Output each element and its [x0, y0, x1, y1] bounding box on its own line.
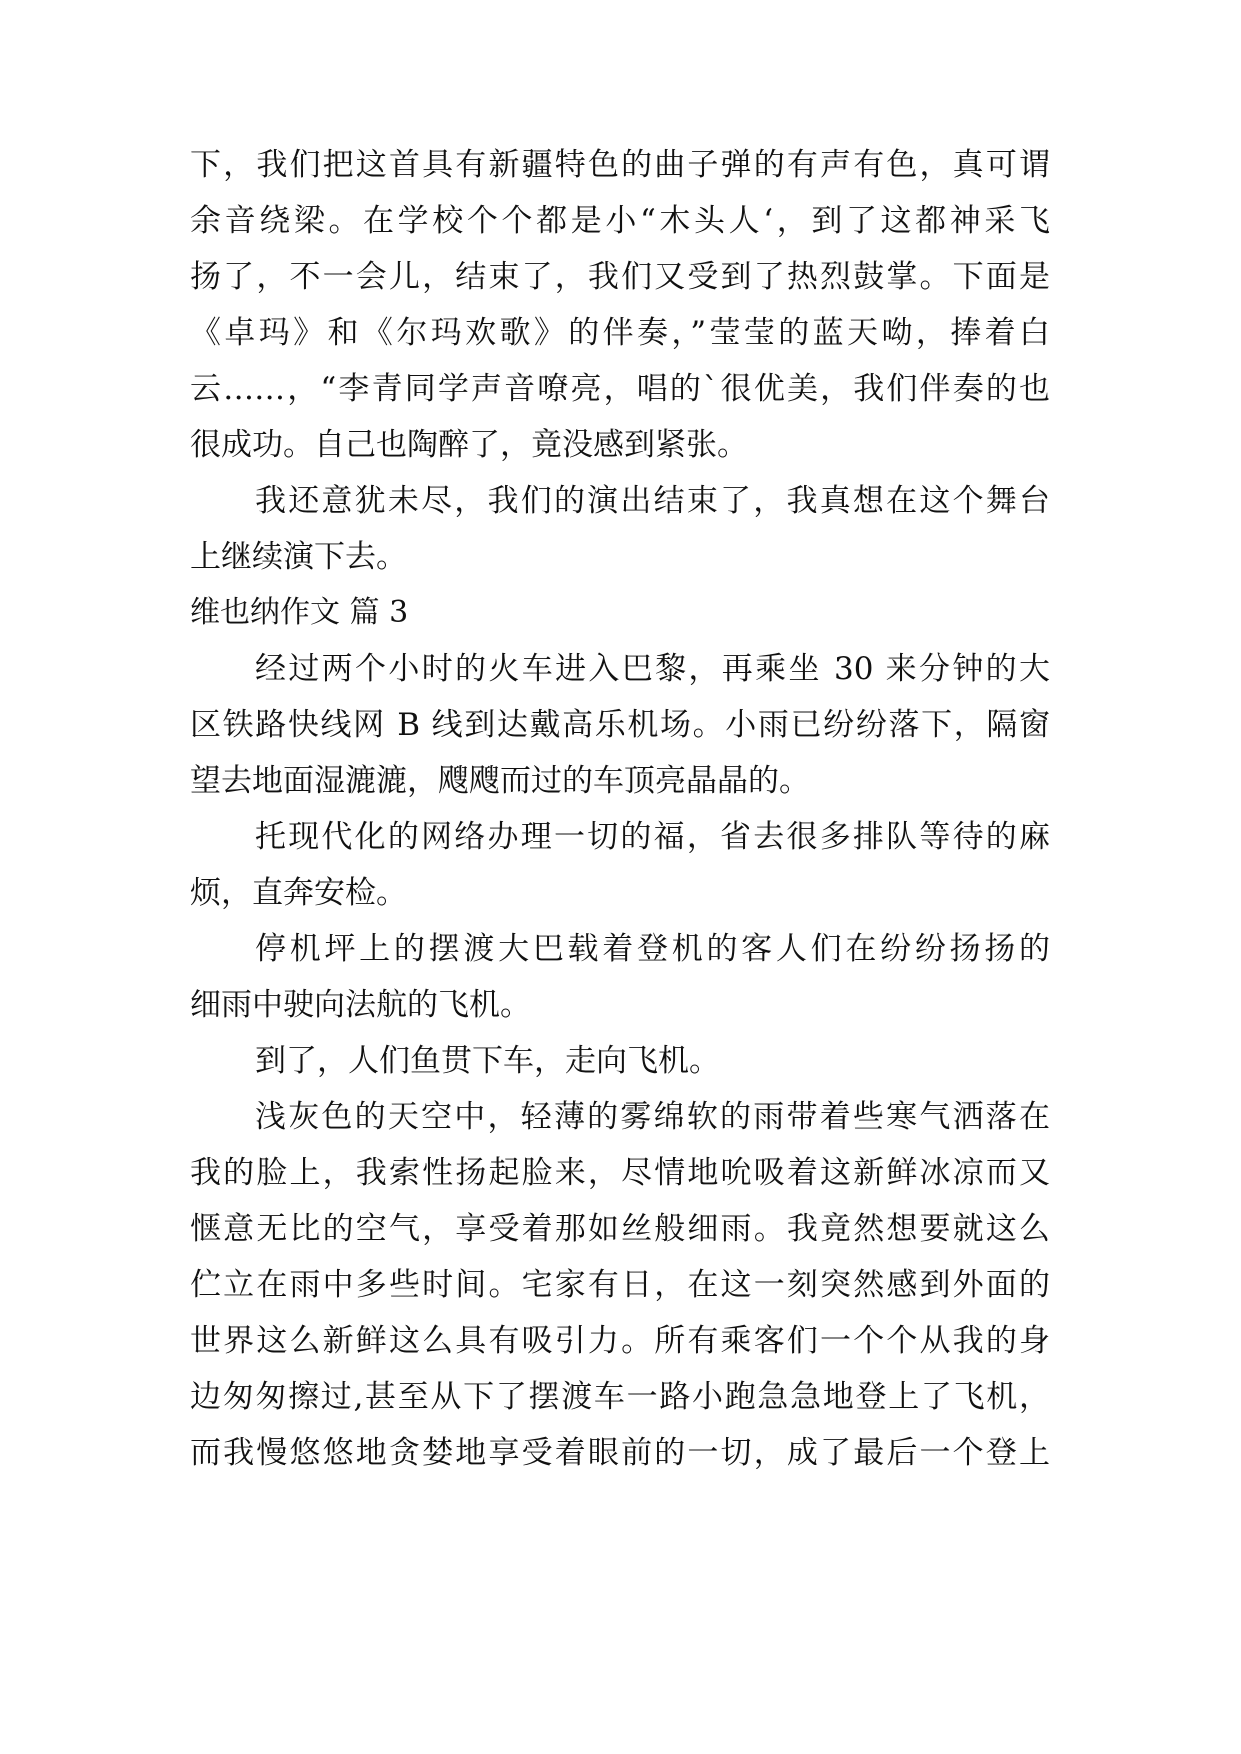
text-line: 区铁路快线网 B 线到达戴高乐机场。小雨已纷纷落下，隔窗 — [190, 707, 1050, 743]
text-line: 余音绕梁。在学校个个都是小“木头人‘，到了这都神采飞 — [190, 203, 1050, 239]
text-line: 上继续演下去。 — [190, 539, 407, 575]
paragraph-first-line: 停机坪上的摆渡大巴载着登机的客人们在纷纷扬扬的 — [255, 931, 1050, 967]
paragraph-first-line: 经过两个小时的火车进入巴黎，再乘坐 30 来分钟的大 — [255, 651, 1050, 687]
text-line: 我的脸上，我索性扬起脸来，尽情地吮吸着这新鲜冰凉而又 — [190, 1155, 1050, 1191]
text-line: 望去地面湿漉漉，飕飕而过的车顶亮晶晶的。 — [190, 763, 810, 799]
text-line: 世界这么新鲜这么具有吸引力。所有乘客们一个个从我的身 — [190, 1323, 1050, 1359]
text-line: 扬了，不一会儿，结束了，我们又受到了热烈鼓掌。下面是 — [190, 259, 1050, 295]
text-line: 伫立在雨中多些时间。宅家有日，在这一刻突然感到外面的 — [190, 1267, 1050, 1303]
section-heading: 维也纳作文 篇 3 — [190, 595, 409, 630]
text-line: 下，我们把这首具有新疆特色的曲子弹的有声有色，真可谓 — [190, 147, 1050, 183]
text-line: 而我慢悠悠地贪婪地享受着眼前的一切，成了最后一个登上 — [190, 1435, 1050, 1471]
text-line: 细雨中驶向法航的飞机。 — [190, 987, 531, 1023]
paragraph-first-line: 我还意犹未尽，我们的演出结束了，我真想在这个舞台 — [255, 483, 1050, 519]
text-line: 很成功。自己也陶醉了，竟没感到紧张。 — [190, 427, 748, 463]
paragraph-first-line: 到了，人们鱼贯下车，走向飞机。 — [255, 1043, 720, 1079]
paragraph-first-line: 浅灰色的天空中，轻薄的雾绵软的雨带着些寒气洒落在 — [255, 1099, 1050, 1135]
paragraph-first-line: 托现代化的网络办理一切的福，省去很多排队等待的麻 — [255, 819, 1050, 855]
text-line: 烦，直奔安检。 — [190, 875, 407, 911]
text-line: 《卓玛》和《尔玛欢歌》的伴奏，”莹莹的蓝天呦，捧着白 — [190, 315, 1050, 351]
text-line: 云……，“李青同学声音嘹亮，唱的`很优美，我们伴奏的也 — [190, 371, 1050, 407]
text-line: 边匆匆擦过,甚至从下了摆渡车一路小跑急急地登上了飞机， — [190, 1379, 1050, 1415]
text-line: 惬意无比的空气，享受着那如丝般细雨。我竟然想要就这么 — [190, 1211, 1050, 1247]
